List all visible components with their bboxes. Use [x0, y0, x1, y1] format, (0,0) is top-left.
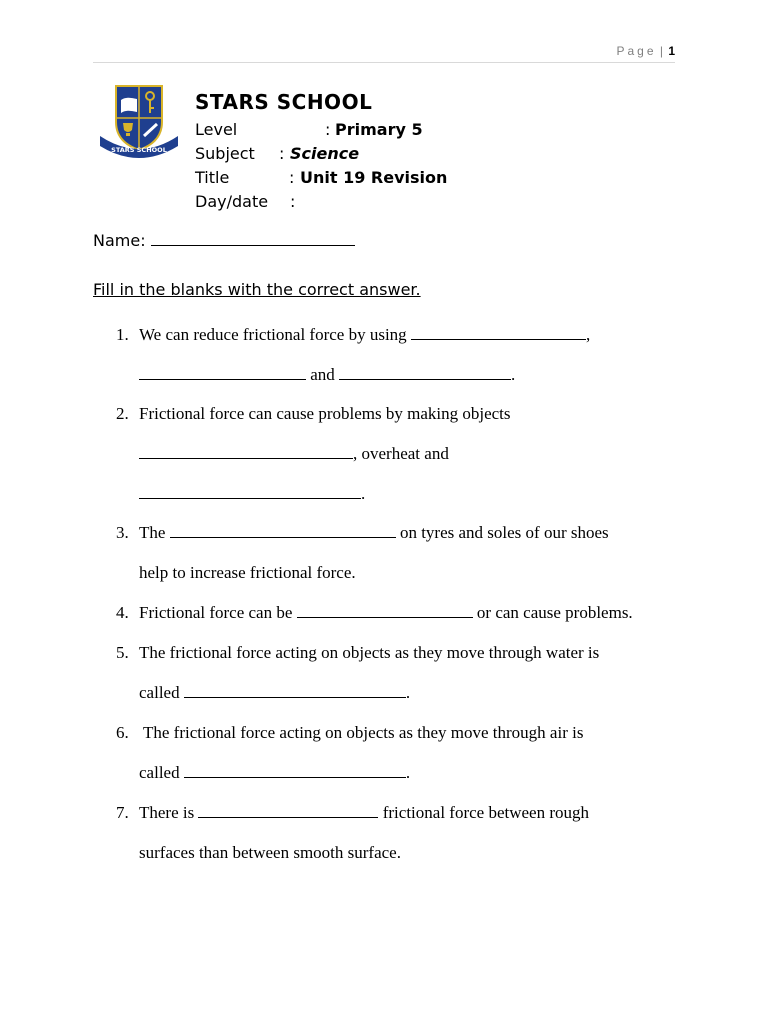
question-text: called	[139, 683, 180, 702]
question-text: ,	[585, 325, 591, 344]
title-value: Unit 19 Revision	[300, 168, 448, 187]
level-colon: :	[325, 120, 331, 139]
page-separator: |	[659, 44, 663, 58]
question-text: , overheat and	[353, 444, 449, 463]
subject-value: Science	[290, 144, 360, 163]
logo-ribbon-text: STARS SCHOOL	[111, 146, 167, 154]
page-header	[93, 44, 675, 63]
question-line	[139, 763, 410, 783]
question-text: or can cause problems.	[476, 603, 633, 622]
question-text: on tyres and soles of our shoes	[399, 523, 609, 542]
answer-blank[interactable]	[139, 365, 306, 380]
question-text: The frictional force acting on objects as they move through air is	[143, 723, 584, 742]
page-number: 1	[668, 44, 675, 58]
answer-blank[interactable]	[184, 683, 406, 698]
question-text: We can reduce frictional force by using	[139, 325, 407, 344]
question-text: The frictional force acting on objects as they move through water is	[139, 643, 600, 662]
question-number: 5.	[116, 643, 129, 662]
question-line	[139, 484, 365, 504]
answer-blank[interactable]	[339, 365, 511, 380]
subject-colon: :	[279, 144, 285, 163]
book-icon	[121, 98, 137, 113]
school-logo	[94, 80, 184, 160]
title-colon: :	[289, 168, 295, 187]
question-line	[139, 803, 589, 823]
question-text: Frictional force can cause problems by making objects	[139, 404, 511, 423]
question-text: help to increase frictional force.	[139, 563, 356, 582]
question-line	[139, 683, 410, 703]
question-text: called	[139, 763, 180, 782]
answer-blank[interactable]	[297, 603, 473, 618]
question-number: 4.	[116, 603, 129, 622]
name-blank[interactable]	[151, 231, 355, 246]
question-line	[139, 603, 633, 623]
date-label: Day/date	[195, 192, 269, 211]
answer-blank[interactable]	[198, 803, 378, 818]
answer-blank[interactable]	[411, 325, 586, 340]
page-word: Page	[616, 44, 657, 58]
question-text: The	[139, 523, 166, 542]
name-field	[93, 231, 355, 250]
question-text: .	[361, 484, 366, 503]
question-text: There is	[139, 803, 195, 822]
question-line	[139, 365, 515, 385]
question-number: 2.	[116, 404, 129, 423]
question-text: and	[310, 365, 335, 384]
question-text: frictional force between rough	[382, 803, 590, 822]
answer-blank[interactable]	[139, 484, 361, 499]
answer-blank[interactable]	[170, 523, 396, 538]
name-label: Name:	[93, 231, 146, 250]
school-name: STARS SCHOOL	[195, 90, 373, 114]
question-number: 1.	[116, 325, 129, 344]
question-number: 7.	[116, 803, 129, 822]
subject-label: Subject	[195, 144, 255, 163]
level-label: Level	[195, 120, 238, 139]
question-number: 3.	[116, 523, 129, 542]
answer-blank[interactable]	[184, 763, 406, 778]
instruction: Fill in the blanks with the correct answer.	[93, 280, 421, 299]
title-label: Title	[195, 168, 230, 187]
question-text: Frictional force can be	[139, 603, 293, 622]
question-text: .	[405, 683, 411, 702]
question-text: .	[405, 763, 411, 782]
question-line	[139, 444, 449, 464]
question-line	[139, 325, 590, 345]
date-colon: :	[290, 192, 296, 211]
level-value: Primary 5	[335, 120, 423, 139]
question-line	[139, 523, 609, 543]
question-text: surfaces than between smooth surface.	[139, 843, 401, 862]
answer-blank[interactable]	[139, 444, 353, 459]
question-number: 6.	[116, 723, 129, 742]
question-text: .	[511, 365, 516, 384]
